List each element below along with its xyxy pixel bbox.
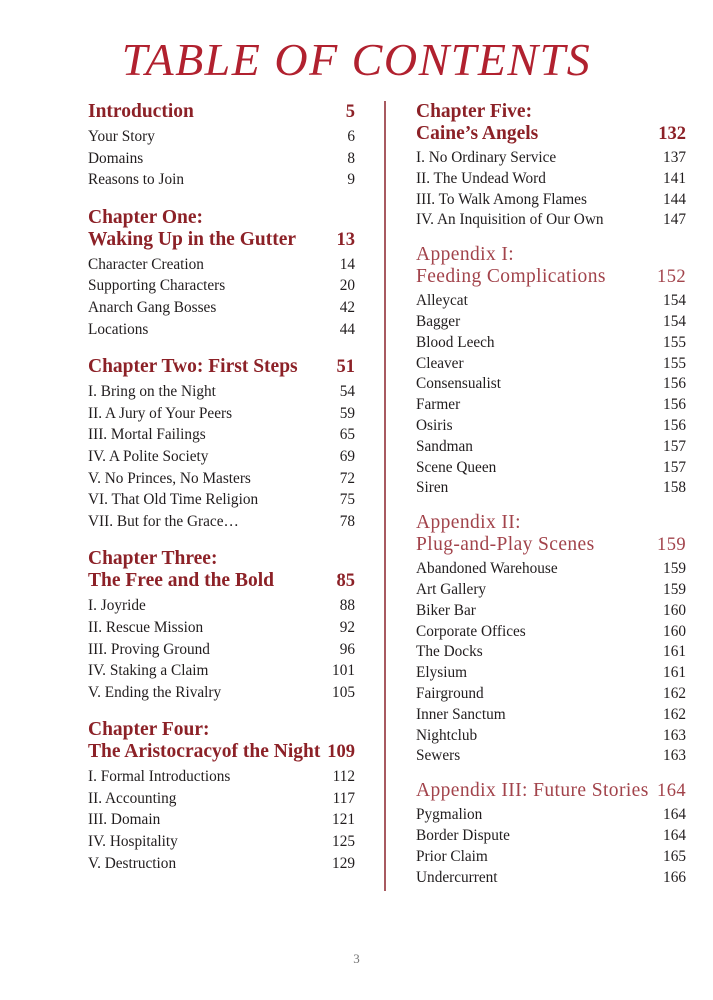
entry-label: III. Domain [88, 811, 161, 829]
entry-page-number: 20 [339, 277, 355, 295]
entry-page-number: 88 [339, 597, 355, 615]
section-page-number: 85 [336, 571, 355, 592]
entry-page-number: 117 [332, 789, 355, 807]
toc-entry [88, 424, 355, 446]
heading-line: Appendix II: [416, 512, 521, 534]
entry-label: Osiris [416, 416, 453, 434]
entry-label: IV. A Polite Society [88, 447, 209, 465]
toc-entry [416, 458, 686, 479]
toc-section [88, 356, 355, 532]
entry-page-number: 156 [663, 375, 686, 393]
entry-page-number: 154 [663, 312, 686, 330]
toc-entry [88, 595, 355, 617]
entry-label: Character Creation [88, 255, 204, 273]
entry-label: Art Gallery [416, 580, 487, 598]
entry-page-number: 54 [339, 383, 355, 401]
toc-entry [416, 726, 686, 747]
heading-line: Chapter Three: [88, 548, 218, 570]
toc-entry [416, 291, 686, 312]
toc-entry [416, 210, 686, 231]
entry-page-number: 42 [339, 298, 355, 316]
heading-line: Chapter Five: [416, 101, 533, 122]
entry-label: Sandman [416, 437, 473, 455]
entry-page-number: 9 [347, 171, 355, 189]
heading-line: Feeding Complications [416, 266, 606, 288]
entry-page-number: 141 [663, 169, 686, 187]
entry-page-number: 157 [663, 458, 686, 476]
toc-entry [88, 468, 355, 490]
entry-label: Corporate Offices [416, 622, 526, 640]
section-heading [88, 101, 355, 123]
toc-entry [88, 831, 355, 853]
toc-entry [416, 684, 686, 705]
toc-section [416, 512, 686, 767]
toc-entry [416, 601, 686, 622]
entry-page-number: 161 [663, 643, 686, 661]
toc-entry [416, 746, 686, 767]
entry-page-number: 164 [663, 826, 686, 844]
section-page-number: 51 [336, 357, 355, 378]
toc-entry [416, 333, 686, 354]
toc-entry [416, 312, 686, 333]
entry-label: II. Accounting [88, 789, 177, 807]
column-divider-rule [384, 101, 386, 891]
entry-label: Fairground [416, 684, 484, 702]
entry-page-number: 65 [339, 426, 355, 444]
toc-entry [88, 489, 355, 511]
entry-page-number: 101 [332, 662, 355, 680]
section-heading [88, 356, 355, 378]
entry-page-number: 121 [332, 811, 355, 829]
entry-label: Sewers [416, 747, 461, 765]
toc-entry [88, 766, 355, 788]
entry-label: I. Joyride [88, 597, 146, 615]
toc-entry [88, 297, 355, 319]
section-heading-title [416, 780, 649, 802]
heading-line: The Free and the Bold [88, 570, 274, 592]
entry-label: III. To Walk Among Flames [416, 190, 587, 208]
entry-label: II. The Undead Word [416, 169, 546, 187]
toc-entry [88, 169, 355, 191]
entry-page-number: 156 [663, 416, 686, 434]
entry-page-number: 8 [347, 149, 355, 167]
entry-page-number: 78 [339, 512, 355, 530]
section-page-number: 164 [657, 781, 686, 802]
entry-page-number: 69 [339, 447, 355, 465]
toc-entry [416, 416, 686, 437]
heading-line: Appendix III: Future Stories [416, 780, 649, 802]
entry-label: VII. But for the Grace… [88, 512, 239, 530]
entry-page-number: 163 [663, 747, 686, 765]
entry-label: IV. Staking a Claim [88, 662, 209, 680]
toc-entry [416, 559, 686, 580]
heading-line: Caine’s Angels [416, 123, 539, 144]
entry-page-number: 164 [663, 806, 686, 824]
entry-page-number: 157 [663, 437, 686, 455]
heading-line: Appendix I: [416, 244, 515, 266]
entry-label: Bagger [416, 312, 461, 330]
section-heading [416, 512, 686, 556]
toc-entry [88, 639, 355, 661]
entry-page-number: 154 [663, 292, 686, 310]
entry-page-number: 59 [339, 404, 355, 422]
section-heading [416, 244, 686, 288]
entry-page-number: 163 [663, 726, 686, 744]
toc-entry [416, 868, 686, 889]
toc-entry [88, 788, 355, 810]
toc-entry [88, 126, 355, 148]
entry-page-number: 162 [663, 705, 686, 723]
entry-label: I. No Ordinary Service [416, 149, 557, 166]
entry-page-number: 6 [347, 128, 355, 145]
section-page-number: 5 [345, 102, 355, 122]
toc-entry [88, 148, 355, 170]
toc-column-left [88, 101, 355, 874]
section-heading-title [88, 548, 274, 592]
section-page-number: 132 [658, 124, 686, 144]
entry-label: II. A Jury of Your Peers [88, 404, 233, 422]
heading-line: Introduction [88, 101, 194, 122]
entry-label: V. No Princes, No Masters [88, 469, 251, 487]
entry-label: Reasons to Join [88, 171, 185, 189]
toc-entry [416, 642, 686, 663]
section-heading-title [88, 719, 320, 763]
entry-page-number: 159 [663, 580, 686, 598]
entry-label: Inner Sanctum [416, 705, 506, 723]
toc-entry [416, 478, 686, 499]
toc-entry [88, 381, 355, 403]
toc-section [416, 101, 686, 231]
entry-page-number: 112 [332, 768, 355, 786]
entry-label: V. Ending the Rivalry [88, 683, 222, 701]
toc-section [88, 548, 355, 703]
entry-label: Siren [416, 479, 449, 497]
section-page-number: 13 [336, 229, 355, 250]
page-title: TABLE OF CONTENTS [121, 34, 592, 85]
section-heading-title [416, 101, 538, 145]
toc-entry [88, 275, 355, 297]
entry-label: The Docks [416, 643, 483, 661]
entry-label: Your Story [88, 128, 155, 145]
heading-line: Waking Up in the Gutter [88, 228, 297, 250]
entry-label: VI. That Old Time Religion [88, 491, 259, 509]
section-heading [416, 101, 686, 145]
entry-label: Consensualist [416, 375, 501, 393]
toc-entry [88, 319, 355, 341]
entry-label: Anarch Gang Bosses [88, 298, 217, 316]
section-heading-title [88, 101, 194, 123]
section-heading-title [416, 244, 606, 288]
toc-entry [88, 853, 355, 875]
toc-entry [416, 437, 686, 458]
entry-page-number: 160 [663, 601, 686, 619]
entry-label: Blood Leech [416, 333, 495, 351]
toc-entry [416, 826, 686, 847]
toc-entry [88, 809, 355, 831]
entry-label: Abandoned Warehouse [416, 560, 558, 578]
toc-entry [416, 354, 686, 375]
entry-label: IV. Hospitality [88, 833, 178, 851]
toc-entry [88, 617, 355, 639]
heading-line: Chapter Two: First Steps [88, 356, 298, 378]
heading-line: Chapter One: [88, 206, 204, 228]
toc-entry [416, 374, 686, 395]
entry-label: Supporting Characters [88, 277, 226, 295]
entry-page-number: 144 [663, 190, 686, 208]
entry-page-number: 165 [663, 847, 686, 865]
entry-label: IV. An Inquisition of Our Own [416, 211, 604, 229]
toc-column-right [416, 101, 686, 888]
entry-page-number: 72 [339, 469, 355, 487]
section-heading [88, 207, 355, 251]
section-page-number: 159 [657, 535, 686, 556]
heading-line: Chapter Four: [88, 719, 210, 741]
entry-label: Alleycat [416, 292, 468, 310]
toc-entry [416, 395, 686, 416]
entry-page-number: 166 [663, 868, 686, 886]
section-heading-title [416, 512, 595, 556]
section-heading-title [88, 356, 298, 378]
toc-section [416, 244, 686, 499]
entry-page-number: 161 [663, 664, 686, 682]
entry-label: Nightclub [416, 726, 478, 744]
entry-page-number: 155 [663, 333, 686, 351]
entry-label: I. Formal Introductions [88, 768, 231, 786]
toc-entry [416, 622, 686, 643]
toc-entry [88, 511, 355, 533]
entry-label: Border Dispute [416, 826, 510, 844]
entry-page-number: 162 [663, 684, 686, 702]
entry-label: V. Destruction [88, 854, 177, 872]
section-page-number: 109 [327, 742, 355, 763]
toc-entry [416, 705, 686, 726]
section-heading [416, 780, 686, 802]
toc-entry [416, 190, 686, 211]
toc-entry [416, 663, 686, 684]
entry-page-number: 96 [339, 640, 355, 658]
entry-page-number: 14 [339, 255, 355, 273]
entry-page-number: 75 [339, 491, 355, 509]
section-heading [88, 719, 355, 763]
entry-page-number: 105 [332, 683, 355, 701]
toc-entry [88, 446, 355, 468]
entry-label: I. Bring on the Night [88, 383, 216, 401]
entry-page-number: 44 [339, 320, 355, 338]
entry-label: Cleaver [416, 354, 464, 372]
entry-label: III. Proving Ground [88, 640, 210, 658]
section-heading [88, 548, 355, 592]
entry-label: III. Mortal Failings [88, 426, 206, 444]
section-heading-title [88, 207, 296, 251]
toc-entry [416, 847, 686, 868]
entry-page-number: 156 [663, 396, 686, 414]
entry-page-number: 155 [663, 354, 686, 372]
toc-content [88, 101, 688, 891]
entry-page-number: 147 [663, 211, 686, 229]
heading-line: Plug-and-Play Scenes [416, 534, 595, 556]
toc-entry [88, 660, 355, 682]
entry-page-number: 129 [332, 854, 355, 872]
entry-page-number: 92 [339, 618, 355, 636]
section-page-number: 152 [657, 267, 686, 288]
toc-section [416, 780, 686, 888]
entry-label: Undercurrent [416, 868, 498, 886]
entry-label: Prior Claim [416, 847, 488, 865]
entry-label: Elysium [416, 664, 467, 682]
entry-label: Pygmalion [416, 806, 483, 824]
entry-label: Domains [88, 149, 144, 167]
entry-label: Farmer [416, 396, 461, 414]
heading-line: The Aristocracyof the Night [88, 741, 321, 763]
toc-entry [88, 254, 355, 276]
entry-page-number: 137 [663, 149, 686, 166]
toc-section [88, 101, 355, 191]
entry-label: Biker Bar [416, 601, 476, 619]
toc-entry [88, 682, 355, 704]
page-number: 3 [353, 951, 360, 966]
toc-entry [416, 580, 686, 601]
toc-section [88, 719, 355, 874]
entry-page-number: 158 [663, 479, 686, 497]
entry-page-number: 159 [663, 560, 686, 578]
entry-page-number: 160 [663, 622, 686, 640]
entry-label: Locations [88, 320, 149, 338]
toc-entry [88, 403, 355, 425]
toc-entry [416, 148, 686, 169]
entry-label: II. Rescue Mission [88, 618, 204, 636]
entry-label: Scene Queen [416, 458, 497, 476]
toc-entry [416, 805, 686, 826]
toc-section [88, 207, 355, 340]
entry-page-number: 125 [332, 833, 355, 851]
toc-entry [416, 169, 686, 190]
